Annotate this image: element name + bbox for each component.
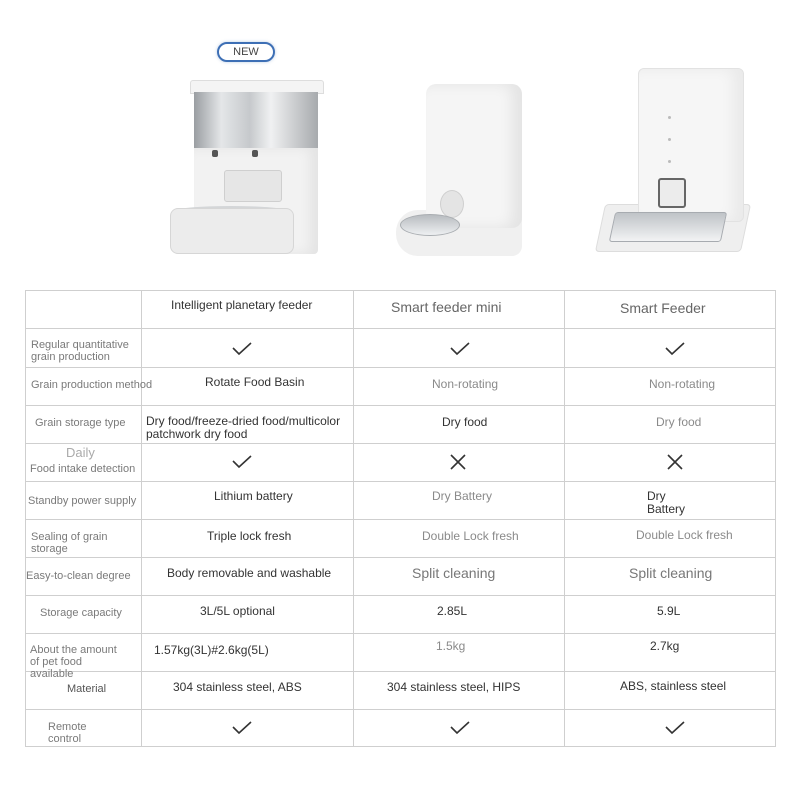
header-smart-feeder: Smart Feeder (620, 300, 706, 316)
value-smart-material: ABS, stainless steel (620, 679, 727, 693)
row-label-regular-quantitative: Regular quantitative grain production (31, 339, 129, 363)
value-smart-capacity: 5.9L (657, 604, 681, 618)
row-label-sealing-grain-storage: Sealing of grain storage (31, 531, 108, 555)
check-icon (665, 721, 685, 735)
check-icon (232, 721, 252, 735)
value-planetary-production-method: Rotate Food Basin (205, 375, 305, 389)
row-label-pet-food-amount: About the amount of pet food available (30, 644, 117, 680)
value-planetary-storage-type: Dry food/freeze-dried food/multicolor patchwork dry food (146, 414, 341, 441)
row-label-material: Material (67, 683, 107, 695)
value-smart-food-amount: 2.7kg (650, 639, 680, 653)
row-label-storage-capacity: Storage capacity (40, 607, 122, 619)
row-label-food-intake-detection: Daily Food intake detection (30, 445, 136, 475)
row-label-remote-control: Remote control (48, 721, 87, 745)
value-smart-power: Dry Battery (647, 489, 686, 516)
comparison-table (25, 290, 776, 747)
value-mini-food-amount: 1.5kg (436, 639, 466, 653)
check-icon (450, 342, 470, 356)
check-icon (665, 342, 685, 356)
cross-icon (666, 453, 684, 471)
product-image-smart-feeder (598, 66, 748, 252)
value-planetary-sealing: Triple lock fresh (207, 529, 292, 543)
value-mini-material: 304 stainless steel, HIPS (387, 680, 521, 694)
row-label-grain-storage-type: Grain storage type (35, 417, 126, 429)
row-label-grain-production-method: Grain production method (31, 379, 153, 391)
header-planetary-feeder: Intelligent planetary feeder (171, 298, 313, 312)
value-mini-sealing: Double Lock fresh (422, 529, 519, 543)
value-mini-storage-type: Dry food (442, 415, 488, 429)
value-smart-production-method: Non-rotating (649, 377, 716, 391)
check-icon (232, 455, 252, 469)
value-planetary-food-amount: 1.57kg(3L)#2.6kg(5L) (154, 643, 269, 657)
value-smart-storage-type: Dry food (656, 415, 702, 429)
value-smart-cleaning: Split cleaning (629, 565, 713, 581)
value-planetary-capacity: 3L/5L optional (200, 604, 275, 618)
check-icon (232, 342, 252, 356)
value-mini-cleaning: Split cleaning (412, 565, 496, 581)
value-smart-sealing: Double Lock fresh (636, 528, 733, 542)
new-badge: NEW (217, 42, 275, 62)
product-image-smart-feeder-mini (388, 80, 528, 260)
header-smart-feeder-mini: Smart feeder mini (391, 299, 502, 315)
value-mini-production-method: Non-rotating (432, 377, 499, 391)
row-label-easy-to-clean: Easy-to-clean degree (26, 570, 131, 582)
value-planetary-material: 304 stainless steel, ABS (173, 680, 302, 694)
product-image-planetary-feeder (160, 78, 322, 258)
cross-icon (449, 453, 467, 471)
value-mini-capacity: 2.85L (437, 604, 468, 618)
value-mini-power: Dry Battery (432, 489, 493, 503)
value-planetary-cleaning: Body removable and washable (167, 566, 332, 580)
row-label-standby-power-supply: Standby power supply (28, 495, 137, 507)
check-icon (450, 721, 470, 735)
value-planetary-power: Lithium battery (214, 489, 293, 503)
